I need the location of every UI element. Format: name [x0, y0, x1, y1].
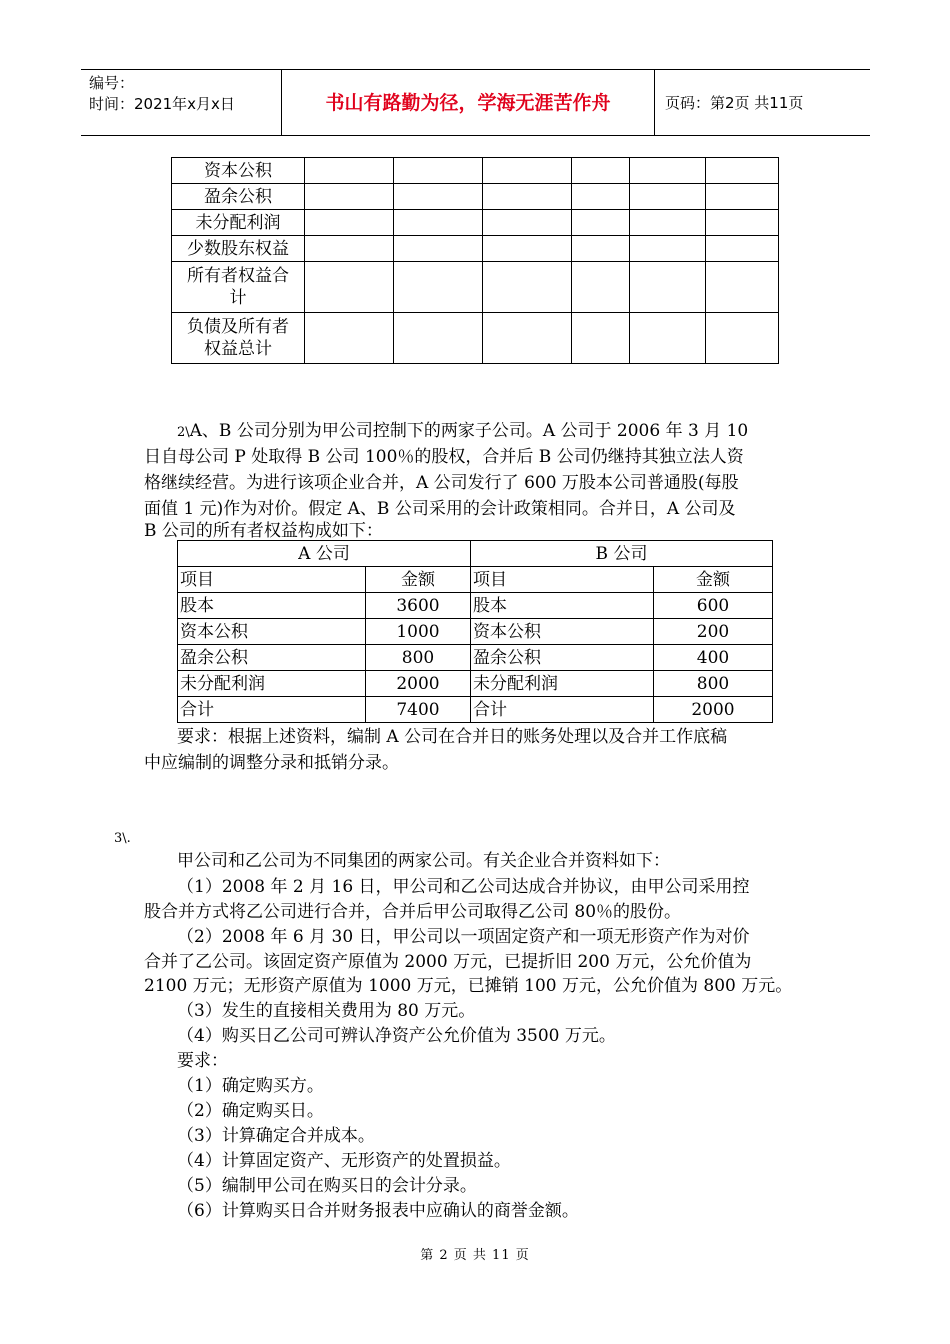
section3-number: 3\.	[114, 831, 131, 846]
section3-line: （1）确定购买方。	[177, 1076, 324, 1096]
table-row: 合计 7400 合计 2000	[178, 697, 773, 723]
table-row	[172, 158, 779, 184]
table-row	[178, 567, 773, 593]
company-a-header: A 公司	[178, 541, 471, 567]
row-label: 资本公积	[172, 158, 305, 184]
row-label: 负债及所有者 权益总计	[172, 313, 305, 364]
section2-requirement: 中应编制的调整分录和抵销分录。	[144, 753, 399, 773]
section3-line: 甲公司和乙公司为不同集团的两家公司。有关企业合并资料如下：	[177, 851, 670, 871]
header-motto: 书山有路勤为径，学海无涯苦作舟	[282, 70, 655, 136]
section3-line: （1）2008 年 2 月 16 日，甲公司和乙公司达成合并协议，由甲公司采用控	[177, 877, 750, 897]
section3-line: （3）计算确定合并成本。	[177, 1126, 375, 1146]
section3-line: （2）2008 年 6 月 30 日，甲公司以一项固定资产和一项无形资产作为对价	[177, 927, 750, 947]
header-left	[81, 70, 282, 136]
section3-line: （4）购买日乙公司可辨认净资产公允价值为 3500 万元。	[177, 1026, 616, 1046]
row-label: 少数股东权益	[172, 236, 305, 262]
section2-line: 日自母公司 P 处取得 B 公司 100％的股权，合并后 B 公司仍继持其独立法人资	[144, 447, 744, 467]
col-header: 金额	[366, 567, 471, 593]
table-row	[172, 184, 779, 210]
equity-table	[171, 157, 779, 364]
section3-line: 2100 万元；无形资产原值为 1000 万元，已摊销 100 万元，公允价值为 800 万元。	[144, 976, 793, 996]
table-row	[172, 210, 779, 236]
section2-line: B 公司的所有者权益构成如下：	[144, 521, 383, 541]
section3-line: 合并了乙公司。该固定资产原值为 2000 万元，已提折旧 200 万元，公允价值为	[144, 952, 752, 972]
table-row	[172, 313, 779, 364]
table-row: 未分配利润 2000 未分配利润 800	[178, 671, 773, 697]
section3-line: （6）计算购买日合并财务报表中应确认的商誉金额。	[177, 1201, 579, 1221]
table-row	[178, 541, 773, 567]
number-label: 编号：	[89, 74, 135, 92]
section3-line: （3）发生的直接相关费用为 80 万元。	[177, 1001, 476, 1021]
section2-requirement: 要求：根据上述资料，编制 A 公司在合并日的账务处理以及合并工作底稿	[177, 727, 728, 747]
company-b-header: B 公司	[471, 541, 773, 567]
section3-line: （5）编制甲公司在购买日的会计分录。	[177, 1176, 477, 1196]
row-label: 未分配利润	[172, 210, 305, 236]
section3-line: 股合并方式将乙公司进行合并，合并后甲公司取得乙公司 80％的股份。	[144, 902, 682, 922]
owners-equity-table	[177, 540, 773, 723]
section2-line: 格继续经营。为进行该项企业合并，A 公司发行了 600 万股本公司普通股(每股	[144, 473, 739, 493]
row-label: 所有者权益合 计	[172, 262, 305, 313]
col-header: 金额	[654, 567, 773, 593]
table-row	[172, 262, 779, 313]
col-header: 项目	[178, 567, 366, 593]
table-row: 盈余公积 800 盈余公积 400	[178, 645, 773, 671]
section3-line: 要求：	[177, 1051, 228, 1071]
page-header	[81, 69, 870, 136]
section2-line: 面值 1 元)作为对价。假定 A、B 公司采用的会计政策相同。合并日，A 公司及	[144, 499, 736, 519]
table-row	[172, 236, 779, 262]
section2-line: 2\A、B 公司分别为甲公司控制下的两家子公司。A 公司于 2006 年 3 月 10	[177, 421, 749, 441]
header-page-info: 页码：第2页 共11页	[665, 94, 804, 112]
time-label: 时间：2021年x月x日	[89, 95, 235, 113]
row-label: 盈余公积	[172, 184, 305, 210]
page-footer: 第 2 页 共 11 页	[420, 1248, 530, 1263]
table-row: 股本 3600 股本 600	[178, 593, 773, 619]
section3-line: （2）确定购买日。	[177, 1101, 324, 1121]
table-row: 资本公积 1000 资本公积 200	[178, 619, 773, 645]
col-header: 项目	[471, 567, 654, 593]
section3-line: （4）计算固定资产、无形资产的处置损益。	[177, 1151, 511, 1171]
